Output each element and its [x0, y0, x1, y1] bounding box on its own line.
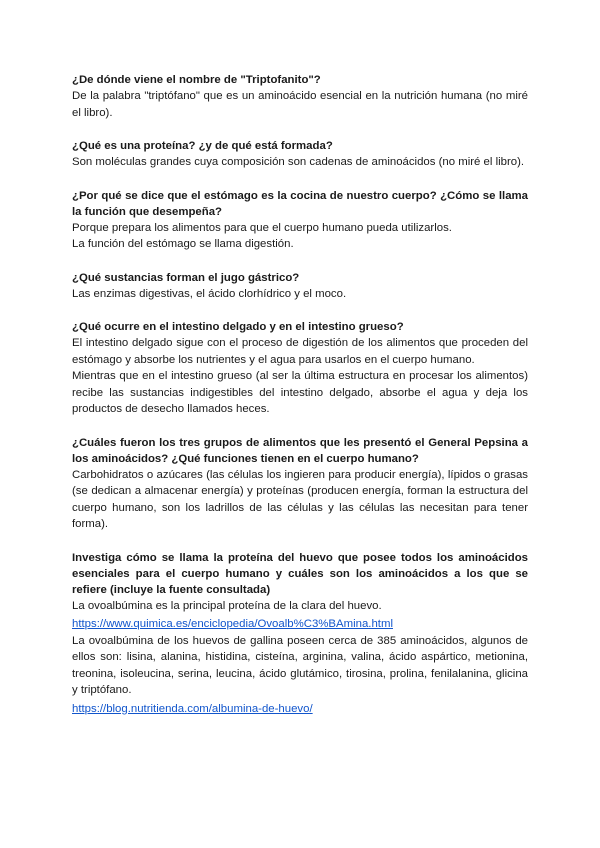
- question-heading: ¿De dónde viene el nombre de "Triptofanito"?: [72, 74, 321, 86]
- qa-section-3: [72, 188, 528, 253]
- source-link-quimica[interactable]: https://www.quimica.es/enciclopedia/Ovoalb%C3%BAmina.html: [72, 618, 393, 630]
- qa-section-7: [72, 550, 528, 718]
- question-heading: ¿Qué es una proteína? ¿y de qué está formada?: [72, 140, 333, 152]
- question-heading: ¿Por qué se dice que el estómago es la cocina de nuestro cuerpo? ¿Cómo se llama la función que desempeña?: [72, 189, 528, 218]
- qa-section-5: [72, 319, 528, 418]
- answer-text: Son moléculas grandes cuya composición son cadenas de aminoácidos (no miré el libro).: [72, 156, 525, 168]
- qa-section-1: [72, 72, 528, 121]
- question-heading: ¿Qué ocurre en el intestino delgado y en el intestino grueso?: [72, 321, 404, 333]
- answer-text: La función del estómago se llama digestión.: [72, 238, 294, 250]
- source-link-nutritienda[interactable]: https://blog.nutritienda.com/albumina-de-huevo/: [72, 702, 313, 715]
- question-heading: ¿Cuáles fueron los tres grupos de alimentos que les presentó el General Pepsina a los aminoácidos? ¿Qué funciones tienen en el cuerpo humano?: [72, 436, 528, 465]
- answer-text: Porque prepara los alimentos para que el cuerpo humano pueda utilizarlos.: [72, 221, 452, 234]
- answer-text: La ovoalbúmina es la principal proteína de la clara del huevo.: [72, 599, 382, 612]
- answer-text: Las enzimas digestivas, el ácido clorhídrico y el moco.: [72, 287, 347, 300]
- answer-text: La ovoalbúmina de los huevos de gallina poseen cerca de 385 aminoácidos, algunos de ellos son: lisina, alanina, histidina, cisteína, arginina, valina, ácido aspártico, metionina, treonina, isoleucina, serina, leucina, ácido glutámico, tirosina, prolina, fenilalanina, glicina y triptófano.: [72, 634, 528, 696]
- question-heading: Investiga cómo se llama la proteína del huevo que posee todos los aminoácidos esenciales para el cuerpo humano y cuáles son los aminoácidos a los que se refiere (incluye la fuente consultada): [72, 551, 528, 596]
- answer-text: De la palabra "triptófano" que es un aminoácido esencial en la nutrición humana (no miré el libro).: [72, 90, 528, 119]
- question-heading: ¿Qué sustancias forman el jugo gástrico?: [72, 271, 300, 284]
- answer-text: Carbohidratos o azúcares (las células los ingieren para producir energía), lípidos o grasas (se dedican a almacenar energía) y proteínas (producen energía, forman la estructura del cuerpo humano, son los ladrillos de las células y las células las necesitan para tener forma).: [72, 468, 528, 530]
- answer-text: Mientras que en el intestino grueso (al ser la última estructura en procesar los alimentos) recibe las sustancias indigestibles del intestino delgado, absorbe el agua y deja los productos de desecho llamados heces.: [72, 370, 528, 415]
- qa-section-2: [72, 138, 528, 171]
- qa-section-6: [72, 435, 528, 533]
- qa-section-4: [72, 270, 528, 303]
- answer-text: El intestino delgado sigue con el proceso de digestión de los alimentos que proceden del estómago y absorbe los nutrientes y el agua para usarlos en el cuerpo humano.: [72, 337, 528, 366]
